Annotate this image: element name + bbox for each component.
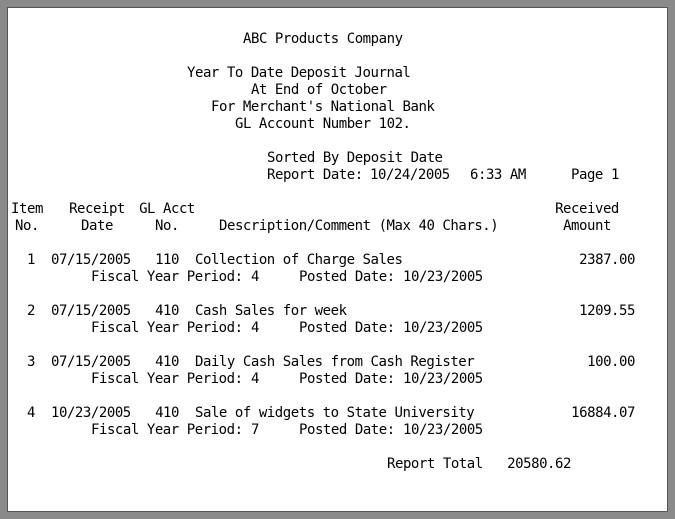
entry-amount: 100.00 (587, 354, 635, 370)
entry-posted-label: Posted Date: (299, 269, 395, 285)
entry-receipt-date: 07/15/2005 (51, 252, 131, 268)
entry-receipt-date: 07/15/2005 (51, 303, 131, 319)
gl-account: GL Account Number 102. (235, 116, 411, 132)
entry-posted-label: Posted Date: (299, 422, 395, 438)
col-item-header: Item (11, 201, 43, 217)
entry-description: Sale of widgets to State University (195, 405, 475, 421)
entry-description: Collection of Charge Sales (195, 252, 403, 268)
col-gl-header-2: No. (155, 218, 179, 234)
entry-gl-acct: 410 (155, 405, 179, 421)
entry-item-no: 2 (27, 303, 35, 319)
entry-fiscal-label: Fiscal Year Period: (91, 422, 243, 438)
entry-description: Cash Sales for week (195, 303, 347, 319)
report-date-label: Report Date: (267, 167, 363, 183)
bank-name: For Merchant's National Bank (211, 99, 435, 115)
col-amount-header: Received (555, 201, 619, 217)
entry-description: Daily Cash Sales from Cash Register (195, 354, 475, 370)
entry-amount: 16884.07 (571, 405, 635, 421)
entry-posted-label: Posted Date: (299, 371, 395, 387)
entry-item-no: 3 (27, 354, 35, 370)
col-amount-header-2: Amount (563, 218, 611, 234)
report-total-amount: 20580.62 (507, 456, 571, 472)
entry-fiscal-label: Fiscal Year Period: (91, 269, 243, 285)
col-receipt-header: Receipt (69, 201, 125, 217)
entry-posted-date: 10/23/2005 (403, 371, 483, 387)
report-page (7, 7, 668, 512)
entry-receipt-date: 10/23/2005 (51, 405, 131, 421)
entry-amount: 1209.55 (579, 303, 635, 319)
col-description-header: Description/Comment (Max 40 Chars.) (219, 218, 499, 234)
report-period: At End of October (251, 82, 387, 98)
sort-order: Sorted By Deposit Date (267, 150, 443, 166)
entry-amount: 2387.00 (579, 252, 635, 268)
entry-fiscal-label: Fiscal Year Period: (91, 320, 243, 336)
entry-gl-acct: 410 (155, 354, 179, 370)
report-time: 6:33 AM (470, 167, 526, 183)
col-receipt-header-2: Date (81, 218, 113, 234)
entry-receipt-date: 07/15/2005 (51, 354, 131, 370)
entry-gl-acct: 110 (155, 252, 179, 268)
page-number: 1 (611, 167, 619, 183)
report-title: Year To Date Deposit Journal (187, 65, 411, 81)
report-date: 10/24/2005 (370, 167, 450, 183)
entry-posted-date: 10/23/2005 (403, 422, 483, 438)
report-total-label: Report Total (387, 456, 483, 472)
col-item-header-2: No. (15, 218, 39, 234)
entry-posted-date: 10/23/2005 (403, 320, 483, 336)
entry-item-no: 4 (27, 405, 35, 421)
entry-posted-date: 10/23/2005 (403, 269, 483, 285)
company-name: ABC Products Company (243, 31, 403, 47)
entry-item-no: 1 (27, 252, 35, 268)
entry-fiscal-label: Fiscal Year Period: (91, 371, 243, 387)
page-label: Page (571, 167, 603, 183)
entry-fiscal-period: 4 (251, 269, 259, 285)
entry-fiscal-period: 7 (251, 422, 259, 438)
entry-gl-acct: 410 (155, 303, 179, 319)
entry-posted-label: Posted Date: (299, 320, 395, 336)
entry-fiscal-period: 4 (251, 371, 259, 387)
entry-fiscal-period: 4 (251, 320, 259, 336)
col-gl-header: GL Acct (139, 201, 195, 217)
